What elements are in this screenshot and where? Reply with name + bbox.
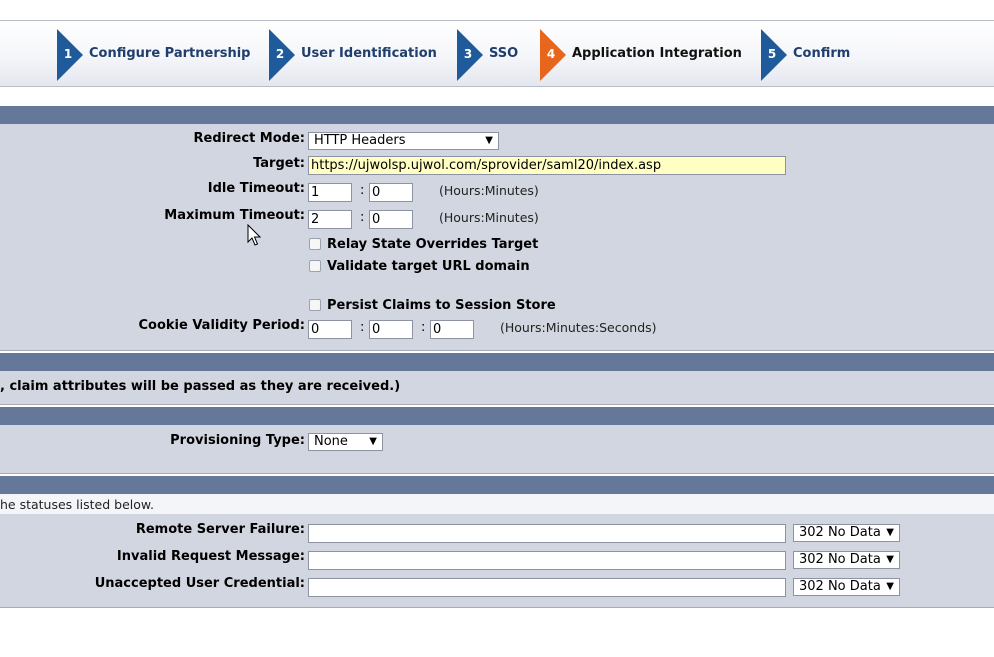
cookie-validity-label: Cookie Validity Period: <box>138 318 305 333</box>
provisioning-type-label: Provisioning Type: <box>170 433 305 448</box>
step-label: Application Integration <box>572 46 742 61</box>
cookie-validity-hint: (Hours:Minutes:Seconds) <box>500 320 657 335</box>
colon-separator: : <box>360 183 365 198</box>
max-timeout-minutes-input[interactable] <box>369 210 413 229</box>
invalid-request-url-input[interactable] <box>308 551 786 570</box>
dropdown-caret-icon: ▼ <box>886 527 894 538</box>
section-divider <box>0 350 994 351</box>
remote-server-failure-label: Remote Server Failure: <box>135 522 305 537</box>
step-label: SSO <box>489 46 519 61</box>
redirect-mode-value: HTTP Headers <box>314 133 406 148</box>
colon-separator: : <box>360 210 365 225</box>
provisioning-section-panel <box>0 425 994 473</box>
step-number: 1 <box>63 47 73 61</box>
persist-claims-checkbox[interactable] <box>309 299 321 311</box>
step-label: Configure Partnership <box>89 46 251 61</box>
colon-separator: : <box>360 320 365 335</box>
wizard-steps-bar <box>0 20 994 87</box>
redirect-mode-label: Redirect Mode: <box>193 131 305 146</box>
dropdown-caret-icon: ▼ <box>369 436 377 447</box>
step-label: User Identification <box>301 46 437 61</box>
mouse-pointer-icon <box>247 224 261 248</box>
cookie-seconds-input[interactable] <box>430 320 474 339</box>
idle-timeout-hours-input[interactable] <box>308 183 352 202</box>
remote-server-failure-url-input[interactable] <box>308 524 786 543</box>
unaccepted-credential-url-input[interactable] <box>308 578 786 597</box>
cookie-hours-input[interactable] <box>308 320 352 339</box>
target-label: Target: <box>253 156 305 171</box>
dropdown-caret-icon: ▼ <box>886 581 894 592</box>
colon-separator: : <box>421 320 426 335</box>
unaccepted-credential-status-select[interactable] <box>793 578 900 596</box>
persist-claims-label: Persist Claims to Session Store <box>327 298 556 313</box>
maximum-timeout-label: Maximum Timeout: <box>164 208 305 223</box>
step-number: 3 <box>463 47 473 61</box>
max-timeout-hours-input[interactable] <box>308 210 352 229</box>
target-section-header <box>0 106 994 124</box>
max-timeout-hint: (Hours:Minutes) <box>439 210 539 225</box>
invalid-request-status-select[interactable] <box>793 551 900 569</box>
dropdown-caret-icon: ▼ <box>886 554 894 565</box>
status-section-header <box>0 476 994 494</box>
section-divider <box>0 473 994 474</box>
section-divider <box>0 404 994 405</box>
step-number: 4 <box>546 47 556 61</box>
redirect-mode-select[interactable] <box>308 132 499 150</box>
provisioning-type-value: None <box>314 434 348 449</box>
idle-timeout-hint: (Hours:Minutes) <box>439 183 539 198</box>
status-select-value: 302 No Data <box>799 525 881 540</box>
step-label: Confirm <box>793 46 851 61</box>
idle-timeout-minutes-input[interactable] <box>369 183 413 202</box>
provisioning-section-header <box>0 407 994 425</box>
unaccepted-user-credential-label: Unaccepted User Credential: <box>94 576 305 591</box>
target-url-input[interactable] <box>308 156 786 175</box>
attributes-section-header <box>0 353 994 371</box>
status-note: he statuses listed below. <box>0 497 154 512</box>
dropdown-caret-icon: ▼ <box>485 135 493 146</box>
provisioning-type-select[interactable] <box>308 433 383 451</box>
attributes-note: , claim attributes will be passed as they are received.) <box>0 379 401 394</box>
remote-server-failure-status-select[interactable] <box>793 524 900 542</box>
validate-domain-label: Validate target URL domain <box>327 259 530 274</box>
step-number: 5 <box>767 47 777 61</box>
relay-state-label: Relay State Overrides Target <box>327 237 539 252</box>
step-number: 2 <box>275 47 285 61</box>
validate-domain-checkbox[interactable] <box>309 260 321 272</box>
idle-timeout-label: Idle Timeout: <box>207 181 305 196</box>
invalid-request-message-label: Invalid Request Message: <box>116 549 305 564</box>
relay-state-checkbox[interactable] <box>309 238 321 250</box>
cookie-minutes-input[interactable] <box>369 320 413 339</box>
section-divider <box>0 607 994 608</box>
status-select-value: 302 No Data <box>799 579 881 594</box>
status-select-value: 302 No Data <box>799 552 881 567</box>
